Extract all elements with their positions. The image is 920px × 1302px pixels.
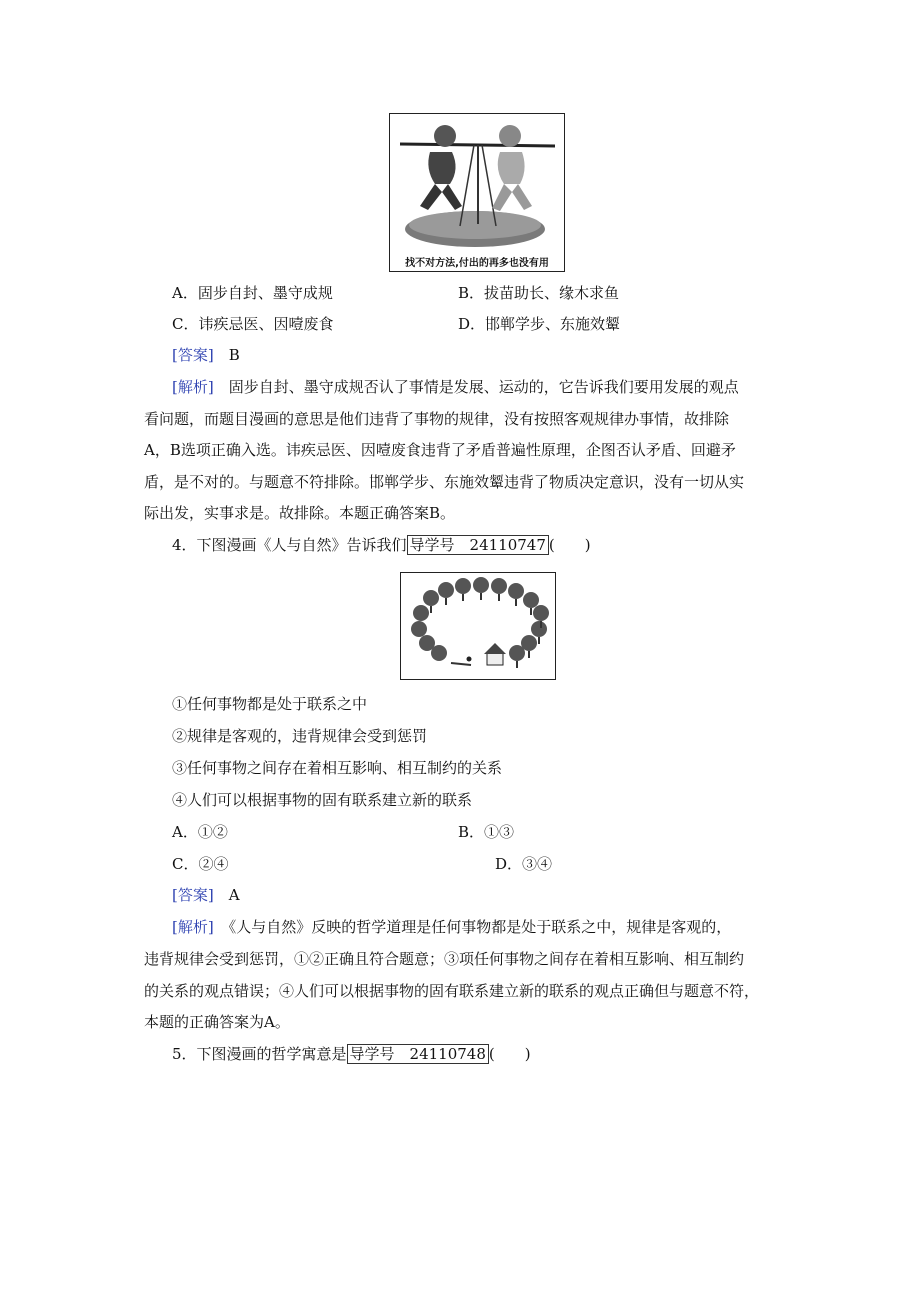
q4-analysis-line-4: 本题的正确答案为A。 <box>144 1013 290 1031</box>
q3-analysis-line-4: 盾，是不对的。与题意不符排除。邯郸学步、东施效颦违背了物质决定意识，没有一切从实 <box>144 473 745 491</box>
q4-analysis-line-2: 违背规律会受到惩罚，①②正确且符合题意；③项任何事物之间存在着相互影响、相互制约 <box>144 950 745 968</box>
cartoon-figure-effort <box>389 113 565 272</box>
answer-tag: [答案] <box>172 886 214 904</box>
q3-analysis-line-1: [解析] 固步自封、墨守成规否认了事情是发展、运动的，它告诉我们要用发展的观点 <box>172 378 739 396</box>
q4-analysis-line-1: [解析] 《人与自然》反映的哲学道理是任何事物都是处于联系之中，规律是客观的， <box>172 918 732 936</box>
analysis-tag: [解析] <box>172 378 214 396</box>
q4-stem: 4．下图漫画《人与自然》告诉我们 导学号 24110747 ( ) <box>172 536 591 554</box>
answer-tag: [答案] <box>172 346 214 364</box>
figure-caption: 找不对方法,付出的再多也没有用 <box>405 258 549 269</box>
answer-value: A <box>228 886 240 904</box>
trees-circle-illustration <box>401 573 555 679</box>
q3-analysis-line-3: A，B选项正确入选。讳疾忌医、因噎废食违背了矛盾普遍性原理，企图否认矛盾、回避矛 <box>144 441 736 459</box>
q4-option-c: C．②④ <box>172 855 229 873</box>
guide-number: 导学号 24110747 <box>407 535 549 555</box>
q3-analysis-line-2: 看问题，而题目漫画的意思是他们违背了事物的规律，没有按照客观规律办事情，故排除 <box>144 410 730 428</box>
q4-statement-1: ①任何事物都是处于联系之中 <box>172 695 368 713</box>
q4-statement-3: ③任何事物之间存在着相互影响、相互制约的关系 <box>172 759 503 777</box>
q3-option-b: B．拔苗助长、缘木求鱼 <box>458 284 620 302</box>
q4-option-a: A．①② <box>172 823 228 841</box>
q3-option-a: A．固步自封、墨守成规 <box>172 284 333 302</box>
q4-option-b: B．①③ <box>458 823 515 841</box>
cartoon-illustration <box>390 114 564 254</box>
q3-option-d: D．邯郸学步、东施效颦 <box>458 315 621 333</box>
guide-number: 导学号 24110748 <box>347 1044 489 1064</box>
q4-statement-2: ②规律是客观的，违背规律会受到惩罚 <box>172 727 428 745</box>
q3-analysis-line-5: 际出发，实事求是。故排除。本题正确答案B。 <box>144 504 456 522</box>
q4-statement-4: ④人们可以根据事物的固有联系建立新的联系 <box>172 791 473 809</box>
answer-value: B <box>228 346 240 364</box>
analysis-tag: [解析] <box>172 918 214 936</box>
q4-option-d: D．③④ <box>495 855 553 873</box>
q4-answer <box>172 885 240 905</box>
cartoon-figure-man-and-nature <box>400 572 556 680</box>
q3-option-c: C．讳疾忌医、因噎废食 <box>172 315 334 333</box>
q4-analysis-line-3: 的关系的观点错误；④人们可以根据事物的固有联系建立新的联系的观点正确但与题意不符， <box>144 982 760 1000</box>
q5-stem: 5．下图漫画的哲学寓意是 导学号 24110748 ( ) <box>172 1045 531 1063</box>
q3-answer <box>172 345 240 365</box>
